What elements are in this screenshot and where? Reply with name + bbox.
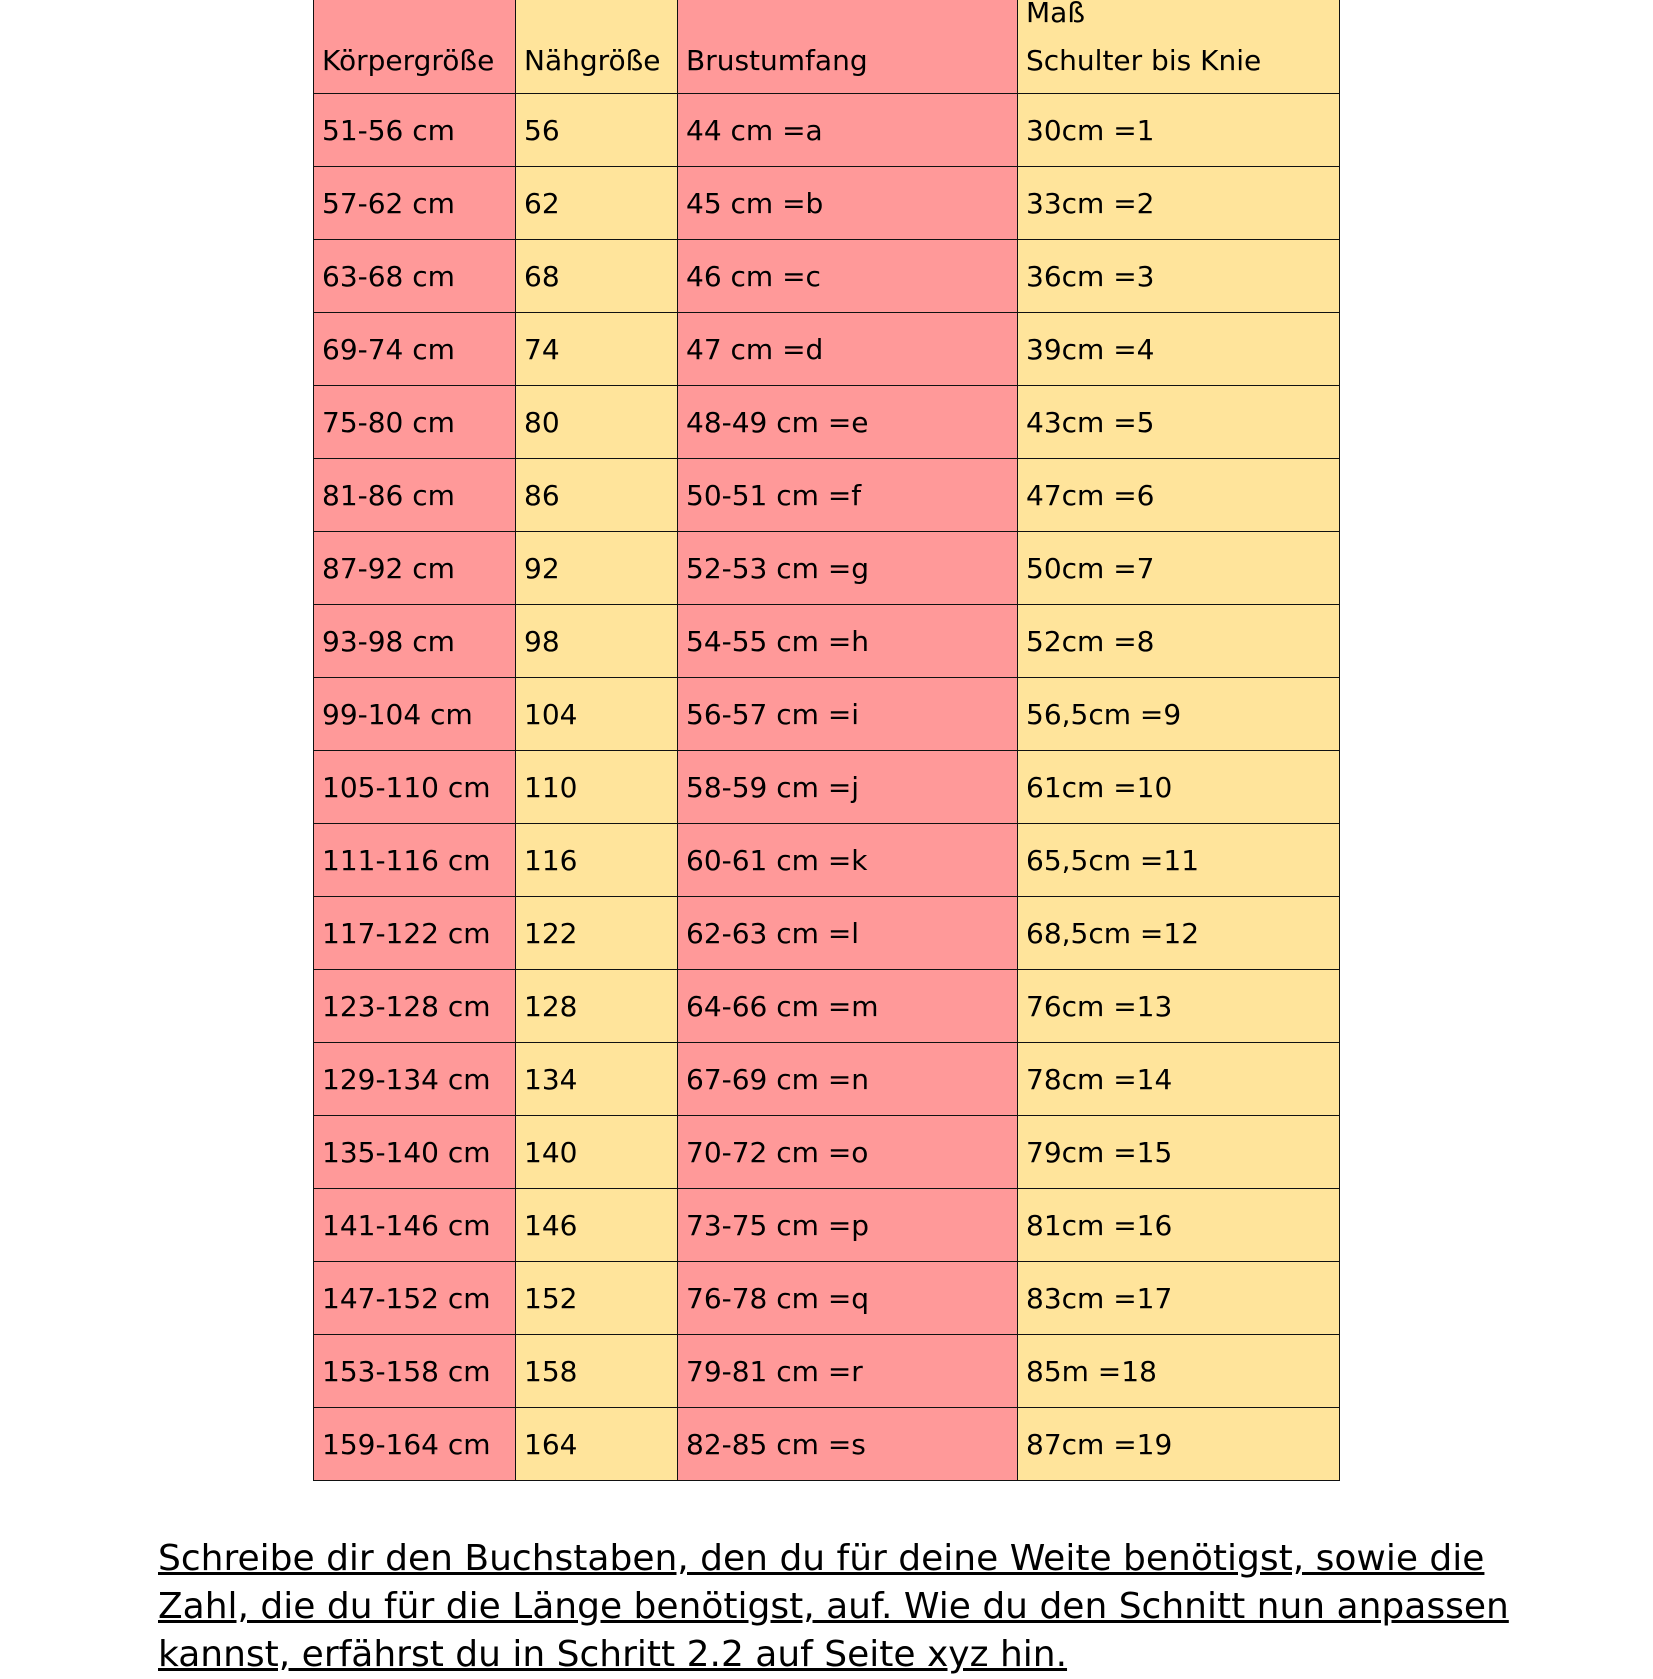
cell-brustumfang: 54-55 cm =h xyxy=(678,605,1018,678)
header-mass xyxy=(1018,0,1340,94)
cell-mass: 39cm =4 xyxy=(1018,313,1340,386)
table-row xyxy=(314,678,1340,751)
cell-brustumfang: 46 cm =c xyxy=(678,240,1018,313)
cell-mass: 79cm =15 xyxy=(1018,1116,1340,1189)
cell-mass: 61cm =10 xyxy=(1018,751,1340,824)
table-row xyxy=(314,970,1340,1043)
cell-brustumfang: 45 cm =b xyxy=(678,167,1018,240)
cell-koerpergroesse: 147-152 cm xyxy=(314,1262,516,1335)
table-row xyxy=(314,167,1340,240)
cell-mass: 65,5cm =11 xyxy=(1018,824,1340,897)
instruction-text: Schreibe dir den Buchstaben, den du für deine Weite benötigst, sowie die Zahl, die du für die Länge benötigst, auf. Wie du den Schnitt nun anpassen kannst, erfährst du in Schritt 2.2 auf Seite xyz hin. xyxy=(158,1538,1509,1675)
table-row xyxy=(314,897,1340,970)
cell-koerpergroesse: 75-80 cm xyxy=(314,386,516,459)
cell-naehgroesse: 152 xyxy=(516,1262,678,1335)
cell-koerpergroesse: 129-134 cm xyxy=(314,1043,516,1116)
cell-naehgroesse: 98 xyxy=(516,605,678,678)
table-row xyxy=(314,824,1340,897)
cell-mass: 30cm =1 xyxy=(1018,94,1340,167)
table-row xyxy=(314,1043,1340,1116)
table-row xyxy=(314,313,1340,386)
cell-koerpergroesse: 63-68 cm xyxy=(314,240,516,313)
cell-brustumfang: 76-78 cm =q xyxy=(678,1262,1018,1335)
cell-brustumfang: 79-81 cm =r xyxy=(678,1335,1018,1408)
cell-brustumfang: 73-75 cm =p xyxy=(678,1189,1018,1262)
cell-naehgroesse: 80 xyxy=(516,386,678,459)
cell-naehgroesse: 140 xyxy=(516,1116,678,1189)
cell-brustumfang: 60-61 cm =k xyxy=(678,824,1018,897)
table-row xyxy=(314,386,1340,459)
cell-naehgroesse: 86 xyxy=(516,459,678,532)
table-row xyxy=(314,459,1340,532)
cell-koerpergroesse: 99-104 cm xyxy=(314,678,516,751)
table-row xyxy=(314,1116,1340,1189)
cell-brustumfang: 48-49 cm =e xyxy=(678,386,1018,459)
cell-brustumfang: 64-66 cm =m xyxy=(678,970,1018,1043)
cell-koerpergroesse: 69-74 cm xyxy=(314,313,516,386)
header-mass-line2: Schulter bis Knie xyxy=(1026,44,1262,77)
cell-mass: 50cm =7 xyxy=(1018,532,1340,605)
header-naehgroesse: Nähgröße xyxy=(516,0,678,94)
cell-mass: 76cm =13 xyxy=(1018,970,1340,1043)
cell-mass: 68,5cm =12 xyxy=(1018,897,1340,970)
header-koerpergroesse: Körpergröße xyxy=(314,0,516,94)
table-row xyxy=(314,1408,1340,1481)
table-row xyxy=(314,751,1340,824)
cell-naehgroesse: 74 xyxy=(516,313,678,386)
table-row xyxy=(314,605,1340,678)
cell-naehgroesse: 62 xyxy=(516,167,678,240)
cell-koerpergroesse: 153-158 cm xyxy=(314,1335,516,1408)
cell-koerpergroesse: 93-98 cm xyxy=(314,605,516,678)
size-table xyxy=(313,0,1340,1481)
cell-koerpergroesse: 87-92 cm xyxy=(314,532,516,605)
cell-brustumfang: 50-51 cm =f xyxy=(678,459,1018,532)
header-row xyxy=(314,0,1340,94)
cell-mass: 85m =18 xyxy=(1018,1335,1340,1408)
cell-naehgroesse: 146 xyxy=(516,1189,678,1262)
cell-brustumfang: 62-63 cm =l xyxy=(678,897,1018,970)
cell-koerpergroesse: 123-128 cm xyxy=(314,970,516,1043)
cell-mass: 33cm =2 xyxy=(1018,167,1340,240)
cell-mass: 83cm =17 xyxy=(1018,1262,1340,1335)
cell-brustumfang: 52-53 cm =g xyxy=(678,532,1018,605)
cell-naehgroesse: 92 xyxy=(516,532,678,605)
cell-koerpergroesse: 111-116 cm xyxy=(314,824,516,897)
cell-naehgroesse: 110 xyxy=(516,751,678,824)
table-row xyxy=(314,94,1340,167)
cell-koerpergroesse: 117-122 cm xyxy=(314,897,516,970)
table-row xyxy=(314,1262,1340,1335)
cell-brustumfang: 44 cm =a xyxy=(678,94,1018,167)
table-row xyxy=(314,1189,1340,1262)
cell-brustumfang: 58-59 cm =j xyxy=(678,751,1018,824)
cell-brustumfang: 82-85 cm =s xyxy=(678,1408,1018,1481)
cell-brustumfang: 70-72 cm =o xyxy=(678,1116,1018,1189)
cell-mass: 56,5cm =9 xyxy=(1018,678,1340,751)
cell-koerpergroesse: 135-140 cm xyxy=(314,1116,516,1189)
cell-naehgroesse: 164 xyxy=(516,1408,678,1481)
cell-naehgroesse: 134 xyxy=(516,1043,678,1116)
cell-naehgroesse: 104 xyxy=(516,678,678,751)
cell-brustumfang: 67-69 cm =n xyxy=(678,1043,1018,1116)
cell-naehgroesse: 158 xyxy=(516,1335,678,1408)
table-row xyxy=(314,240,1340,313)
cell-koerpergroesse: 105-110 cm xyxy=(314,751,516,824)
cell-koerpergroesse: 57-62 cm xyxy=(314,167,516,240)
cell-mass: 36cm =3 xyxy=(1018,240,1340,313)
header-mass-line1: Maß xyxy=(1026,0,1085,29)
cell-mass: 87cm =19 xyxy=(1018,1408,1340,1481)
cell-naehgroesse: 56 xyxy=(516,94,678,167)
cell-koerpergroesse: 159-164 cm xyxy=(314,1408,516,1481)
cell-mass: 47cm =6 xyxy=(1018,459,1340,532)
cell-naehgroesse: 128 xyxy=(516,970,678,1043)
cell-mass: 52cm =8 xyxy=(1018,605,1340,678)
table-row xyxy=(314,532,1340,605)
cell-naehgroesse: 122 xyxy=(516,897,678,970)
table-row xyxy=(314,1335,1340,1408)
cell-naehgroesse: 116 xyxy=(516,824,678,897)
cell-koerpergroesse: 51-56 cm xyxy=(314,94,516,167)
cell-koerpergroesse: 81-86 cm xyxy=(314,459,516,532)
cell-naehgroesse: 68 xyxy=(516,240,678,313)
cell-brustumfang: 47 cm =d xyxy=(678,313,1018,386)
cell-mass: 43cm =5 xyxy=(1018,386,1340,459)
header-brustumfang: Brustumfang xyxy=(678,0,1018,94)
cell-mass: 78cm =14 xyxy=(1018,1043,1340,1116)
cell-brustumfang: 56-57 cm =i xyxy=(678,678,1018,751)
cell-koerpergroesse: 141-146 cm xyxy=(314,1189,516,1262)
cell-mass: 81cm =16 xyxy=(1018,1189,1340,1262)
